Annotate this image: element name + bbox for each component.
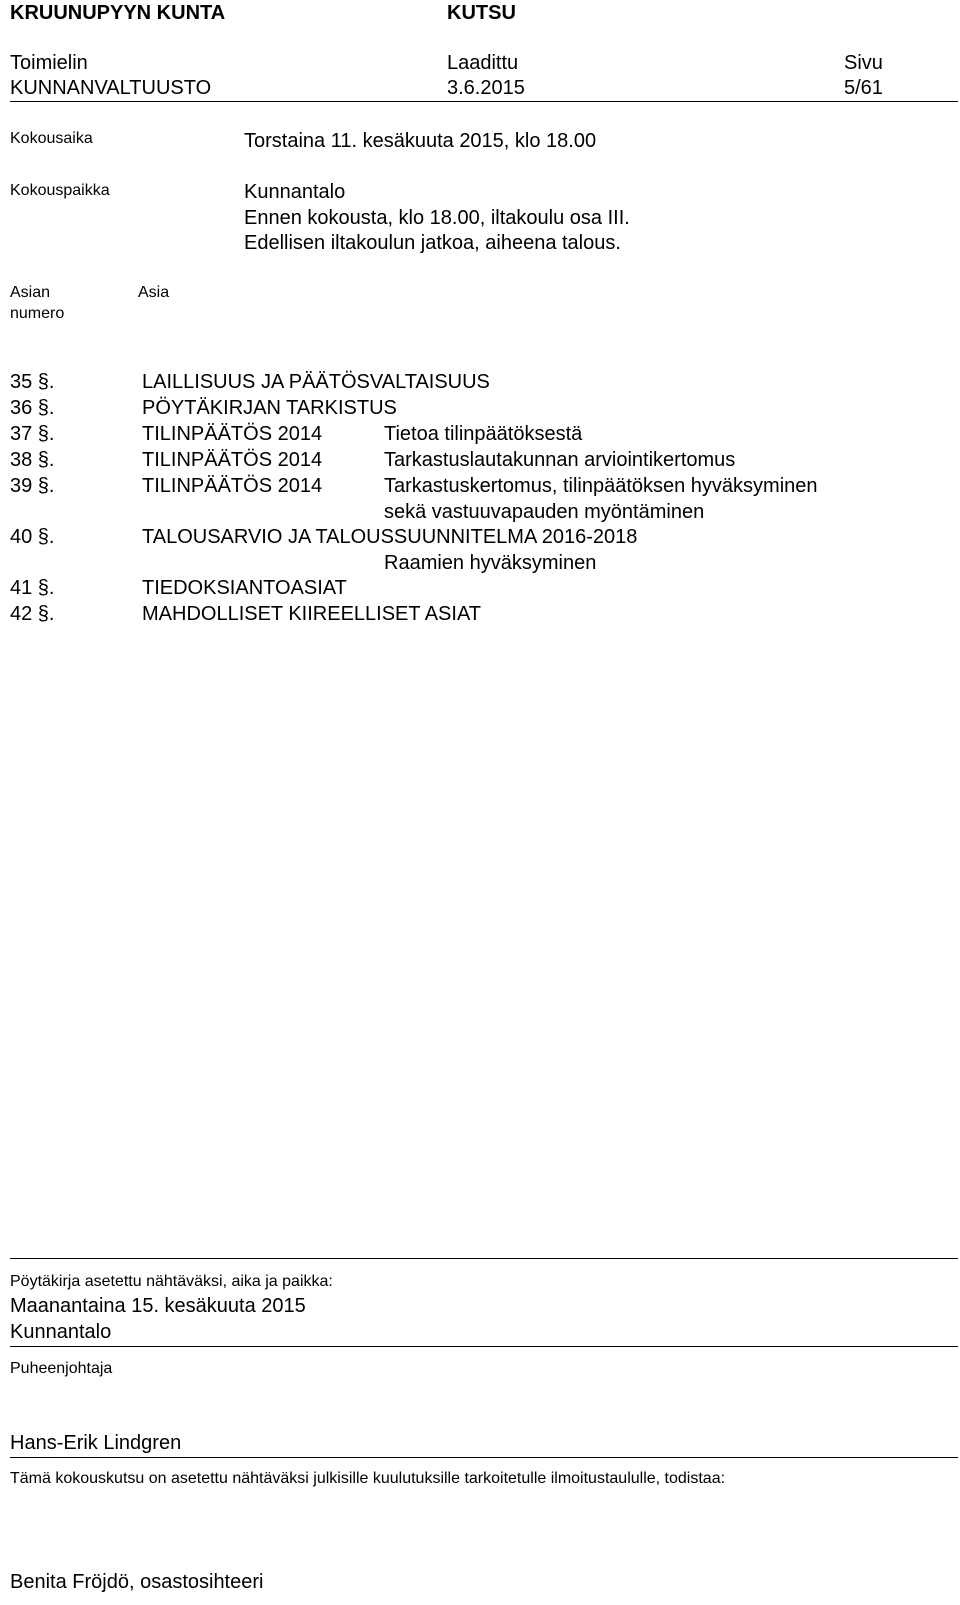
agenda-item-title: TALOUSARVIO JA TALOUSSUUNNITELMA 2016-2018: [142, 526, 638, 548]
agenda-item-number: 41 §.: [10, 577, 55, 599]
agenda-item-detail-continued: sekä vastuuvapauden myöntäminen: [384, 501, 705, 523]
footer-notice-divider: [10, 1457, 958, 1458]
agenda-item-number: 37 §.: [10, 423, 55, 445]
page-label: Sivu: [844, 52, 883, 74]
body-value: KUNNANVALTUUSTO: [10, 77, 212, 99]
header-divider: [10, 101, 958, 102]
agenda-item-number: 36 §.: [10, 397, 55, 419]
agenda-item-title: PÖYTÄKIRJAN TARKISTUS: [142, 397, 397, 419]
agenda-item-number: 42 §.: [10, 603, 55, 625]
agenda-item-title: MAHDOLLISET KIIREELLISET ASIAT: [142, 603, 482, 625]
agenda-item-number: 38 §.: [10, 449, 55, 471]
agenda-item-number: 40 §.: [10, 526, 55, 548]
meeting-place-line-1: Kunnantalo: [244, 181, 346, 203]
agenda-item-detail: Tarkastuslautakunnan arviointikertomus: [384, 449, 736, 471]
body-label: Toimielin: [10, 52, 88, 74]
secretary-name: Benita Fröjdö, osastosihteeri: [10, 1571, 264, 1593]
agenda-item-detail: Tietoa tilinpäätöksestä: [384, 423, 583, 445]
posted-label: Pöytäkirja asetettu nähtäväksi, aika ja paikka:: [10, 1273, 333, 1290]
document-type: KUTSU: [447, 2, 516, 24]
meeting-place-line-3: Edellisen iltakoulun jatkoa, aiheena talous.: [244, 232, 621, 254]
notice-text: Tämä kokouskutsu on asetettu nähtäväksi julkisille kuulutuksille tarkoitetulle ilmoitustaululle, todistaa:: [10, 1470, 726, 1487]
posted-place: Kunnantalo: [10, 1321, 112, 1343]
municipality-name: KRUUNUPYYN KUNTA: [10, 2, 226, 24]
page-value: 5/61: [844, 77, 883, 99]
posted-date: Maanantaina 15. kesäkuuta 2015: [10, 1295, 306, 1317]
agenda-item-detail: Tarkastuskertomus, tilinpäätöksen hyväksyminen: [384, 475, 818, 497]
footer-chair-divider: [10, 1346, 958, 1347]
agenda-item-number: 39 §.: [10, 475, 55, 497]
date-value: 3.6.2015: [447, 77, 525, 99]
date-label: Laadittu: [447, 52, 519, 74]
meeting-place-line-2: Ennen kokousta, klo 18.00, iltakoulu osa III.: [244, 207, 630, 229]
chair-label: Puheenjohtaja: [10, 1360, 113, 1377]
agenda-item-title: TILINPÄÄTÖS 2014: [142, 449, 323, 471]
agenda-item-detail-continued: Raamien hyväksyminen: [384, 552, 597, 574]
meeting-place-label: Kokouspaikka: [10, 182, 110, 199]
agenda-item-title: TILINPÄÄTÖS 2014: [142, 475, 323, 497]
meeting-time-label: Kokousaika: [10, 130, 93, 147]
agenda-item-number: 35 §.: [10, 371, 55, 393]
meeting-time-value: Torstaina 11. kesäkuuta 2015, klo 18.00: [244, 130, 597, 152]
agenda-number-header-line-1: Asian: [10, 284, 51, 301]
footer-top-divider: [10, 1258, 958, 1259]
chair-name: Hans-Erik Lindgren: [10, 1432, 182, 1454]
agenda-number-header-line-2: numero: [10, 305, 65, 322]
agenda-item-title: TIEDOKSIANTOASIAT: [142, 577, 347, 599]
agenda-item-title: LAILLISUUS JA PÄÄTÖSVALTAISUUS: [142, 371, 490, 393]
agenda-item-title: TILINPÄÄTÖS 2014: [142, 423, 323, 445]
agenda-subject-header: Asia: [138, 284, 170, 301]
